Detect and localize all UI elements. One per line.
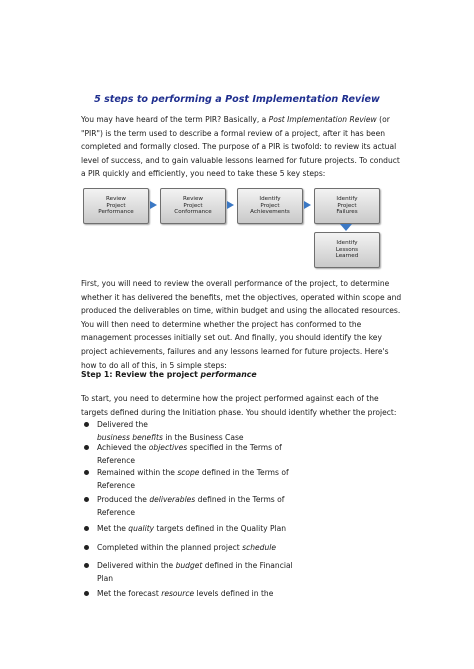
item-text-line-2: Reference (97, 481, 136, 491)
item-text: Delivered within the (97, 561, 176, 570)
intro-line-4: level of success, and to gain valuable lessons learned for future projects. To conduct (81, 155, 400, 165)
step-1-heading-emphasis: performance (200, 370, 257, 379)
step-1-line-1: Review (106, 196, 126, 203)
step-3-line-1: Identify (259, 196, 281, 203)
overview-line: First, you will need to review the overall performance of the project, to determine (81, 279, 390, 288)
diagram-step-identify-lessons (314, 232, 380, 268)
arrow-down-icon (340, 224, 352, 231)
arrow-right-icon (227, 201, 234, 209)
step-2-line-3: Conformance (174, 209, 212, 216)
item-emphasis: scope (177, 468, 200, 477)
overview-line: produced the deliverables on time, within budget and using the allocated resources. (81, 306, 401, 316)
step-1-paragraph (81, 392, 397, 419)
item-text: Delivered the (97, 420, 148, 429)
item-text-end: specified in the Terms of (187, 443, 282, 452)
item-text-line-2: Reference (97, 508, 136, 518)
bullet-icon (84, 545, 89, 550)
intro-line-1-text: You may have heard of the term PIR? Basically, a (81, 115, 269, 124)
item-emphasis: schedule (242, 543, 276, 552)
intro-line-1-emphasis: Post Implementation Review (268, 115, 377, 124)
arrow-right-icon (150, 201, 157, 209)
overview-paragraph (81, 277, 402, 372)
step-3-line-3: Achievements (250, 209, 290, 216)
step-2-line-1: Review (183, 196, 203, 203)
intro-line-1-end: (or (376, 115, 390, 124)
diagram-step-identify-failures (314, 188, 380, 224)
step-4-line-3: Failures (336, 209, 358, 216)
step-5-line-3: Learned (335, 253, 359, 260)
step-1-line: To start, you need to determine how the project performed against each of the (81, 394, 379, 403)
item-text: Met the forecast (97, 589, 162, 598)
item-text-line-2: Plan (97, 574, 114, 584)
bullet-icon (84, 591, 89, 596)
diagram-step-identify-achievements (237, 188, 303, 224)
step-4-line-2: Project (337, 202, 357, 209)
bullet-icon (84, 470, 89, 475)
bullet-icon (84, 497, 89, 502)
step-2-line-2: Project (183, 202, 203, 209)
item-text-end: defined in the Financial (202, 561, 293, 570)
item-emphasis: deliverables (149, 495, 196, 504)
step-1-heading-text: Step 1: Review the project (81, 370, 201, 379)
item-emphasis: objectives (148, 443, 188, 452)
item-emphasis: budget (175, 561, 203, 570)
arrow-right-icon (304, 201, 311, 209)
bullet-icon (84, 422, 89, 427)
step-4-line-1: Identify (336, 196, 358, 203)
item-text: Achieved the (97, 443, 149, 452)
step-1-heading (81, 370, 257, 379)
step-5-line-1: Identify (336, 240, 358, 247)
item-text-line-2: Reference (97, 456, 136, 466)
step-1-line-3: Performance (98, 209, 134, 216)
step-1-line: targets defined during the Initiation phase. You should identify whether the project: (81, 407, 397, 417)
step-1-line-2: Project (106, 202, 126, 209)
intro-line-3: completed and formally closed. The purpose of a PIR is twofold: to review its actual (81, 142, 397, 152)
bullet-icon (84, 526, 89, 531)
item-emphasis: resource (161, 589, 195, 598)
item-text-end: defined in the Terms of (195, 495, 285, 504)
item-emphasis: business benefits (97, 433, 163, 443)
item-text-end: targets defined in the Quality Plan (154, 524, 287, 533)
item-text: Produced the (97, 495, 150, 504)
item-text-end: defined in the Terms of (199, 468, 289, 477)
bullet-icon (84, 445, 89, 450)
document-title: 5 steps to performing a Post Implementation Review (94, 94, 380, 105)
intro-line-2: "PIR") is the term used to describe a formal review of a project, after it has been (81, 128, 386, 138)
item-text-end: levels defined in the (194, 589, 274, 598)
overview-line: management processes initially set out. And finally, you should identify the key (81, 333, 382, 343)
step-3-line-2: Project (260, 202, 280, 209)
diagram-step-review-conformance (160, 188, 226, 224)
intro-line-1 (81, 113, 390, 127)
intro-paragraph (81, 113, 400, 181)
overview-line: whether it has delivered the benefits, met the objectives, operated within scope and (81, 292, 402, 302)
item-text: Completed within the planned project (97, 543, 243, 552)
item-text-end: in the Business Case (162, 433, 244, 443)
item-emphasis: quality (128, 524, 155, 533)
overview-line: project achievements, failures and any lessons learned for future projects. Here's (81, 346, 389, 356)
bullet-icon (84, 563, 89, 568)
item-text: Met the (97, 524, 129, 533)
item-text: Remained within the (97, 468, 178, 477)
diagram-step-review-performance (83, 188, 149, 224)
overview-line: You will then need to determine whether the project has conformed to the (81, 319, 362, 329)
overview-line: how to do all of this, in 5 simple steps: (81, 360, 227, 370)
step-5-line-2: Lessons (335, 246, 359, 253)
intro-line-5: a PIR quickly and efficiently, you need to take these 5 key steps: (81, 169, 326, 179)
